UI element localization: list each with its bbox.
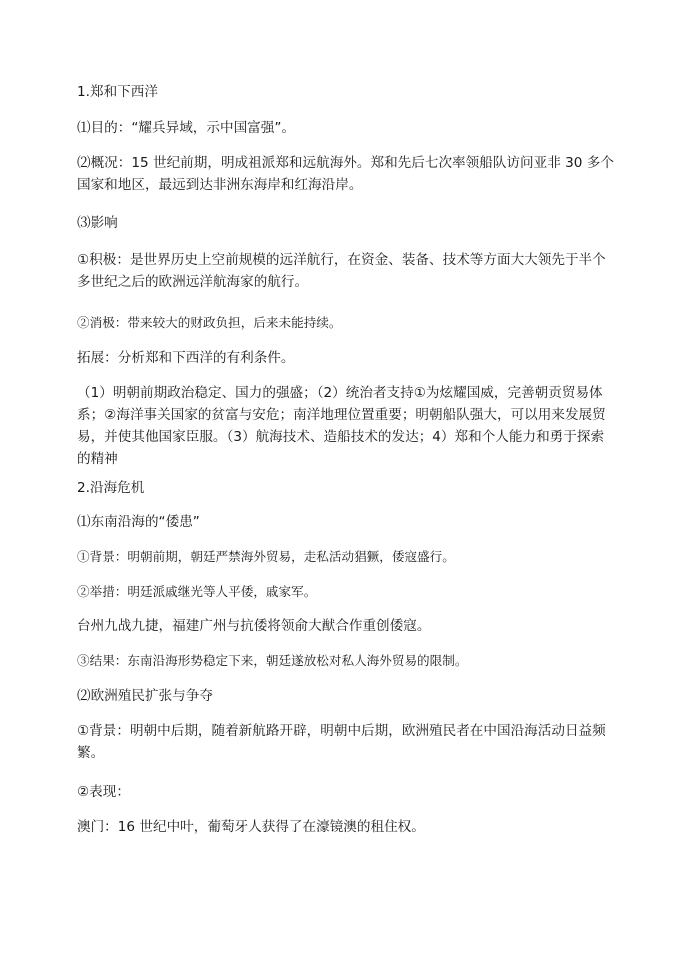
paragraph-negative-impact: ②消极：带来较大的财政负担，后来未能持续。: [77, 315, 342, 330]
paragraph-wokou-measures: ②举措：明廷派戚继光等人平倭，戚家军。: [77, 584, 317, 599]
paragraph-taizhou-victories: 台州九战九捷，福建广州与抗倭将领俞大猷合作重创倭寇。: [77, 618, 431, 634]
paragraph-macau: 澳门：16 世纪中叶，葡萄牙人获得了在濠镜澳的租住权。: [77, 819, 425, 835]
subheading-wokou: ⑴东南沿海的“倭患”: [77, 514, 200, 530]
paragraph-favorable-conditions: （1）明朝前期政治稳定、国力的强盛；（2）统治者支持①为炫耀国威，完善朝贡贸易体系；②海洋事关国家的贫富与安危；南洋地理位置重要；明朝船队强大，可以用来发展贸易，并使其他国家臣服。（3）航海技术、造船技术的发达；4）郑和个人能力和勇于探索的精神: [77, 385, 606, 467]
paragraph-colonial-background: ①背景：明朝中后期，随着新航路开辟，明朝中后期，欧洲殖民者在中国沿海活动日益频繁。: [77, 723, 606, 761]
subheading-european-colonial: ⑵欧洲殖民扩张与争夺: [77, 688, 213, 704]
section-heading-coastal-crisis: 2.沿海危机: [77, 480, 145, 496]
section-heading-zhenghe: 1.郑和下西洋: [77, 84, 158, 100]
paragraph-positive-impact: ①积极：是世界历史上空前规模的远洋航行，在资金、装备、技术等方面大大领先于半个多世纪之后的欧洲远洋航海家的航行。: [77, 252, 606, 290]
paragraph-wokou-background: ①背景：明朝前期，朝廷严禁海外贸易，走私活动猖獗，倭寇盛行。: [77, 549, 455, 564]
paragraph-overview: ⑵概况：15 世纪前期，明成祖派郑和远航海外。郑和先后七次率领船队访问亚非 30 多个国家和地区，最远到达非洲东海岸和红海沿岸。: [77, 155, 614, 193]
subheading-impact: ⑶影响: [77, 215, 118, 231]
paragraph-purpose: ⑴目的：“耀兵异域，示中国富强”。: [77, 120, 295, 136]
paragraph-manifestation: ②表现：: [77, 784, 130, 800]
paragraph-extension: 拓展：分析郑和下西洋的有利条件。: [77, 350, 295, 366]
paragraph-wokou-result: ③结果：东南沿海形势稳定下来，朝廷遂放松对私人海外贸易的限制。: [77, 653, 468, 668]
